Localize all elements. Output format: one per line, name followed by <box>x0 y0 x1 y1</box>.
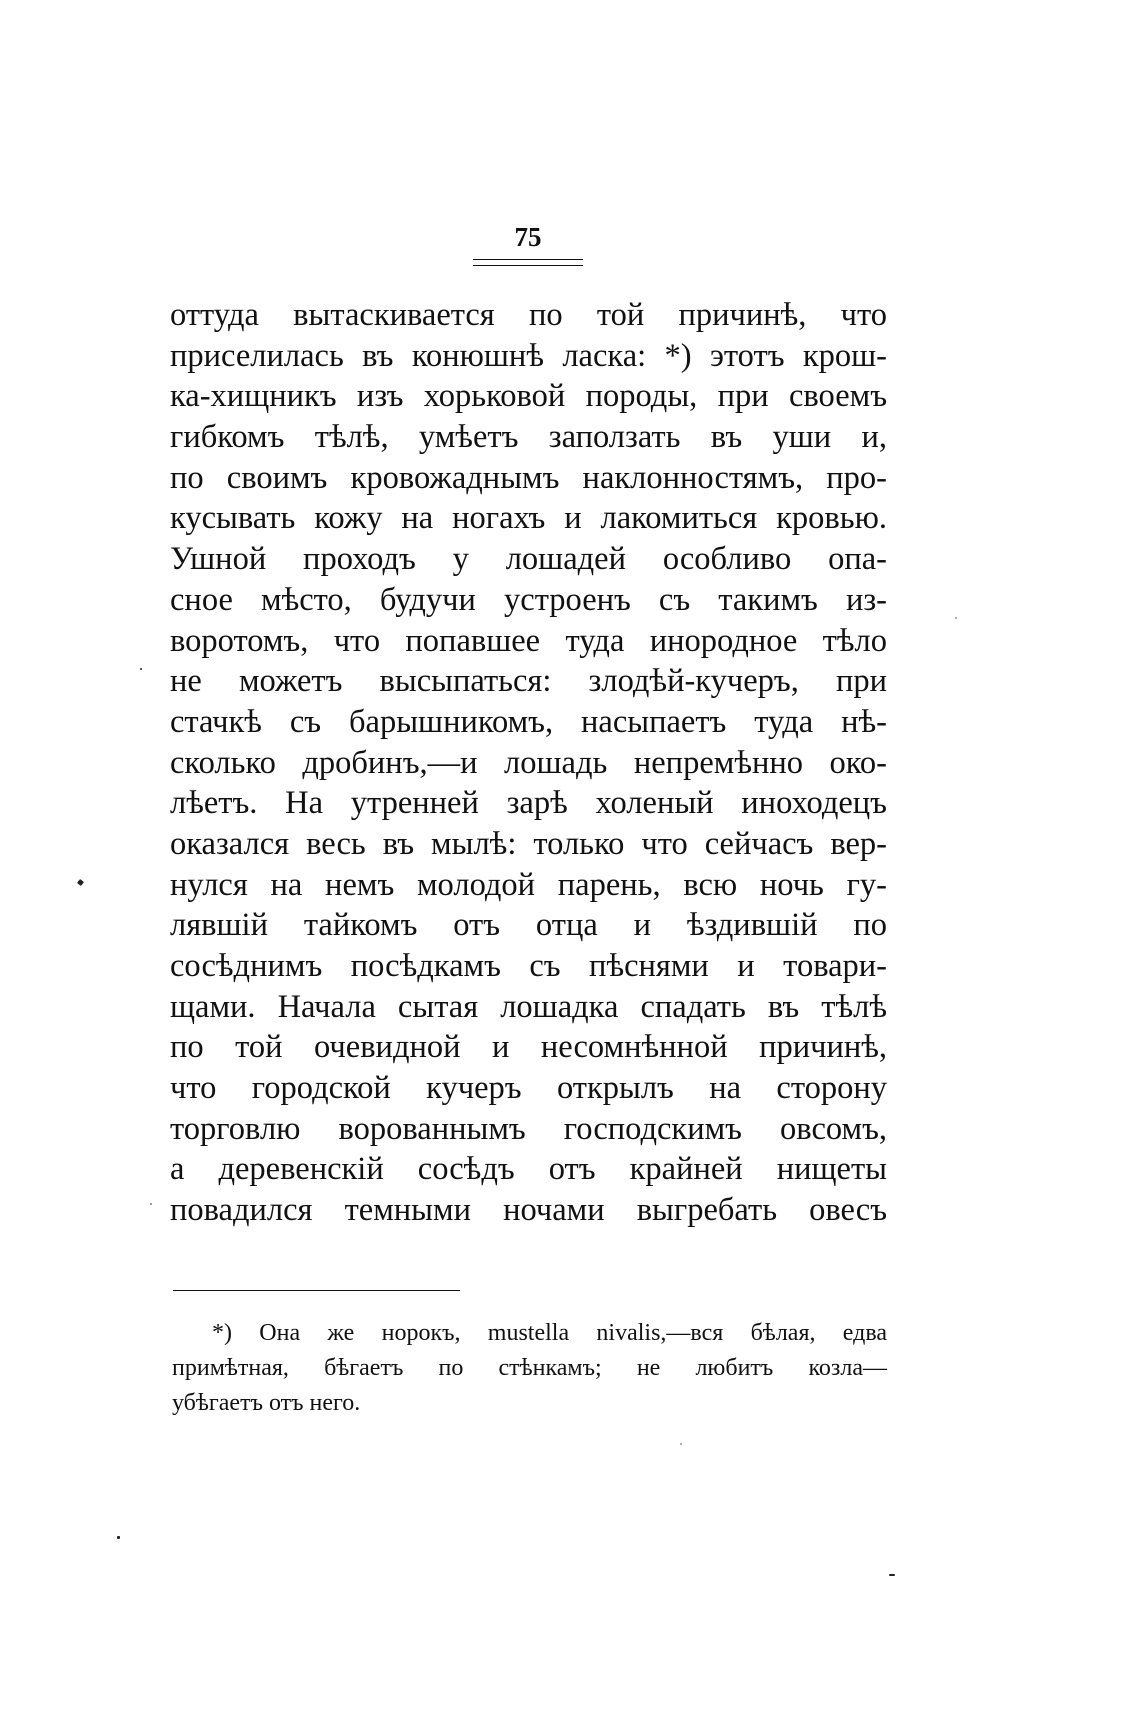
body-line: кусывать кожу на ногахъ и лакомиться кровью. <box>170 500 887 537</box>
body-line: ка-хищникъ изъ хорьковой породы, при своемъ <box>170 378 887 415</box>
body-line: сное мѣсто, будучи устроенъ съ такимъ из- <box>170 581 887 618</box>
scan-speck <box>150 1203 152 1205</box>
body-line: повадился темными ночами выгребать овесъ <box>170 1192 887 1229</box>
footnote-separator <box>173 1290 460 1291</box>
body-line: воротомъ, что попавшее туда инородное тѣло <box>170 622 887 659</box>
body-line: торговлю ворованнымъ господскимъ овсомъ, <box>170 1110 887 1147</box>
scan-speck <box>140 668 142 670</box>
body-line: нулся на немъ молодой парень, всю ночь гу- <box>170 866 887 903</box>
body-line: лявшій тайкомъ отъ отца и ѣздившій по <box>170 907 887 944</box>
scan-speck <box>955 617 957 619</box>
body-line: лѣетъ. На утренней зарѣ холеный иноходецъ <box>170 785 887 822</box>
body-line: что городской кучеръ открылъ на сторону <box>170 1070 887 1107</box>
footnote-line: примѣтная, бѣгаетъ по стѣнкамъ; не любитъ козла— <box>172 1355 887 1381</box>
body-line: Ушной проходъ у лошадей особливо опа- <box>170 541 887 578</box>
footnote-line: *) Она же норокъ, mustella nivalis,—вся бѣлая, едва <box>212 1320 887 1346</box>
scan-speck <box>889 1574 895 1576</box>
body-line: а деревенскій сосѣдъ отъ крайней нищеты <box>170 1151 887 1188</box>
body-line: стачкѣ съ барышникомъ, насыпаетъ туда нѣ- <box>170 703 887 740</box>
body-line: по своимъ кровожаднымъ наклонностямъ, про- <box>170 459 887 496</box>
page-number-double-rule <box>473 259 583 266</box>
body-line: сосѣднимъ посѣдкамъ съ пѣснями и товари- <box>170 948 887 984</box>
footnote <box>172 1316 887 1421</box>
body-line: сколько дробинъ,—и лошадь непремѣнно око- <box>170 744 887 781</box>
scan-speck <box>680 1443 682 1445</box>
scan-speck <box>77 879 84 886</box>
body-line: щами. Начала сытая лошадка спадать въ тѣлѣ <box>170 988 887 1025</box>
body-line: по той очевидной и несомнѣнной причинѣ, <box>170 1029 887 1066</box>
body-line: не можетъ высыпаться: злодѣй-кучеръ, при <box>170 663 887 700</box>
body-line: оказался весь въ мылѣ: только что сейчасъ вер- <box>170 825 887 862</box>
page-number: 75 <box>514 222 542 252</box>
body-line: гибкомъ тѣлѣ, умѣетъ заползать въ уши и, <box>170 419 887 456</box>
scan-speck <box>117 1536 120 1539</box>
body-text <box>170 295 887 1231</box>
body-line: приселилась въ конюшнѣ ласка: *) этотъ крош- <box>170 337 887 374</box>
body-line: оттуда вытаскивается по той причинѣ, что <box>170 297 887 333</box>
footnote-line: убѣгаетъ отъ него. <box>172 1390 361 1416</box>
